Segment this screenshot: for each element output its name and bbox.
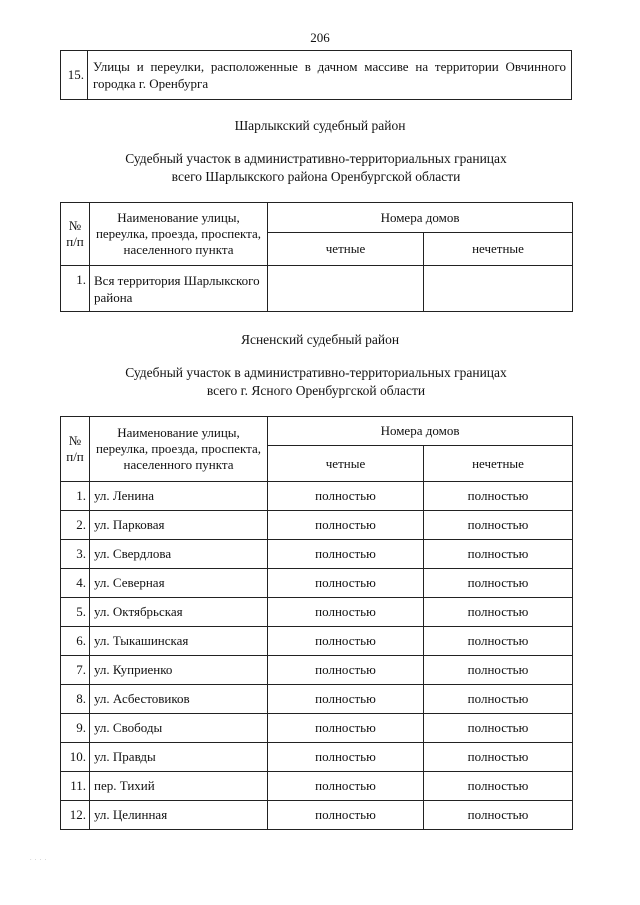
row-even: полностью xyxy=(268,685,424,714)
row-even: полностью xyxy=(268,627,424,656)
row-name: пер. Тихий xyxy=(90,772,268,801)
row-even: полностью xyxy=(268,598,424,627)
row-even: полностью xyxy=(268,482,424,511)
header-row xyxy=(61,203,573,233)
row-number: 7. xyxy=(61,656,90,685)
yasny-table xyxy=(60,416,573,830)
table-row xyxy=(61,266,573,312)
row-odd: полностью xyxy=(424,511,573,540)
row-number: 10. xyxy=(61,743,90,772)
row-even: полностью xyxy=(268,540,424,569)
header-name: Наименование улицы, переулка, проезда, проспекта, населенного пункта xyxy=(90,417,268,482)
row-odd: полностью xyxy=(424,685,573,714)
row-number: 5. xyxy=(61,598,90,627)
sharlyk-district-title: Шарлыкский судебный район xyxy=(234,118,406,133)
table-row xyxy=(61,685,573,714)
table-row xyxy=(61,801,573,830)
row-name: ул. Октябрьская xyxy=(90,598,268,627)
row-even: полностью xyxy=(268,511,424,540)
header-houses: Номера домов xyxy=(268,417,573,446)
page-number: 206 xyxy=(310,30,330,45)
yasny-subtitle-line1: Судебный участок в административно-территориальных границах xyxy=(125,365,507,380)
row-name: ул. Свердлова xyxy=(90,540,268,569)
header-even: четные xyxy=(268,233,424,266)
row-odd: полностью xyxy=(424,714,573,743)
row-name: ул. Северная xyxy=(90,569,268,598)
row-name: ул. Тыкашинская xyxy=(90,627,268,656)
yasny-district-title: Ясненский судебный район xyxy=(240,332,400,347)
header-num: № п/п xyxy=(61,417,90,482)
row-odd: полностью xyxy=(424,743,573,772)
row-number: 9. xyxy=(61,714,90,743)
row-name: ул. Ленина xyxy=(90,482,268,511)
table-row xyxy=(61,714,573,743)
header-name: Наименование улицы, переулка, проезда, проспекта, населенного пункта xyxy=(90,203,268,266)
row-even: полностью xyxy=(268,801,424,830)
row-name: ул. Асбестовиков xyxy=(90,685,268,714)
table-row xyxy=(61,743,573,772)
table-row xyxy=(61,569,573,598)
row-number: 6. xyxy=(61,627,90,656)
header-odd: нечетные xyxy=(424,233,573,266)
yasny-rows xyxy=(61,482,573,830)
row-even xyxy=(268,266,424,312)
sharlyk-subtitle xyxy=(60,150,572,186)
yasny-subtitle-line2: всего г. Ясного Оренбургской области xyxy=(206,383,426,398)
scan-artifact: · · · · xyxy=(30,858,48,863)
row-odd: полностью xyxy=(424,772,573,801)
row-number: 1. xyxy=(61,482,90,511)
row-even: полностью xyxy=(268,656,424,685)
row-odd: полностью xyxy=(424,540,573,569)
table-row xyxy=(61,540,573,569)
row-odd: полностью xyxy=(424,627,573,656)
row-even: полностью xyxy=(268,714,424,743)
yasny-subtitle xyxy=(60,364,572,400)
table-row xyxy=(61,598,573,627)
header-houses: Номера домов xyxy=(268,203,573,233)
row-text: Улицы и переулки, расположенные в дачном массиве на территории Овчинного городка г. Оренбурга xyxy=(88,51,572,100)
row-odd xyxy=(424,266,573,312)
row-odd: полностью xyxy=(424,598,573,627)
header-num: № п/п xyxy=(61,203,90,266)
row-even: полностью xyxy=(268,743,424,772)
row-odd: полностью xyxy=(424,656,573,685)
table-row xyxy=(61,656,573,685)
table-row xyxy=(61,772,573,801)
row-name: ул. Куприенко xyxy=(90,656,268,685)
row-number: 1. xyxy=(61,266,90,312)
row-name: ул. Парковая xyxy=(90,511,268,540)
row-number: 15. xyxy=(61,51,88,100)
row-number: 3. xyxy=(61,540,90,569)
row-odd: полностью xyxy=(424,569,573,598)
table-row xyxy=(61,627,573,656)
sharlyk-subtitle-line1: Судебный участок в административно-территориальных границах xyxy=(125,151,507,166)
row-name: Вся территория Шарлыкского района xyxy=(90,266,268,312)
header-row xyxy=(61,417,573,446)
row-number: 8. xyxy=(61,685,90,714)
row-odd: полностью xyxy=(424,801,573,830)
table-row xyxy=(61,482,573,511)
header-odd: нечетные xyxy=(424,446,573,482)
row-number: 4. xyxy=(61,569,90,598)
row-even: полностью xyxy=(268,569,424,598)
row-number: 2. xyxy=(61,511,90,540)
row-name: ул. Правды xyxy=(90,743,268,772)
sharlyk-table xyxy=(60,202,573,312)
table-row xyxy=(61,511,573,540)
header-even: четные xyxy=(268,446,424,482)
table-row xyxy=(61,51,572,100)
continuation-table xyxy=(60,50,572,100)
row-odd: полностью xyxy=(424,482,573,511)
row-name: ул. Целинная xyxy=(90,801,268,830)
row-even: полностью xyxy=(268,772,424,801)
row-number: 11. xyxy=(61,772,90,801)
row-name: ул. Свободы xyxy=(90,714,268,743)
row-number: 12. xyxy=(61,801,90,830)
sharlyk-subtitle-line2: всего Шарлыкского района Оренбургской области xyxy=(171,169,461,184)
